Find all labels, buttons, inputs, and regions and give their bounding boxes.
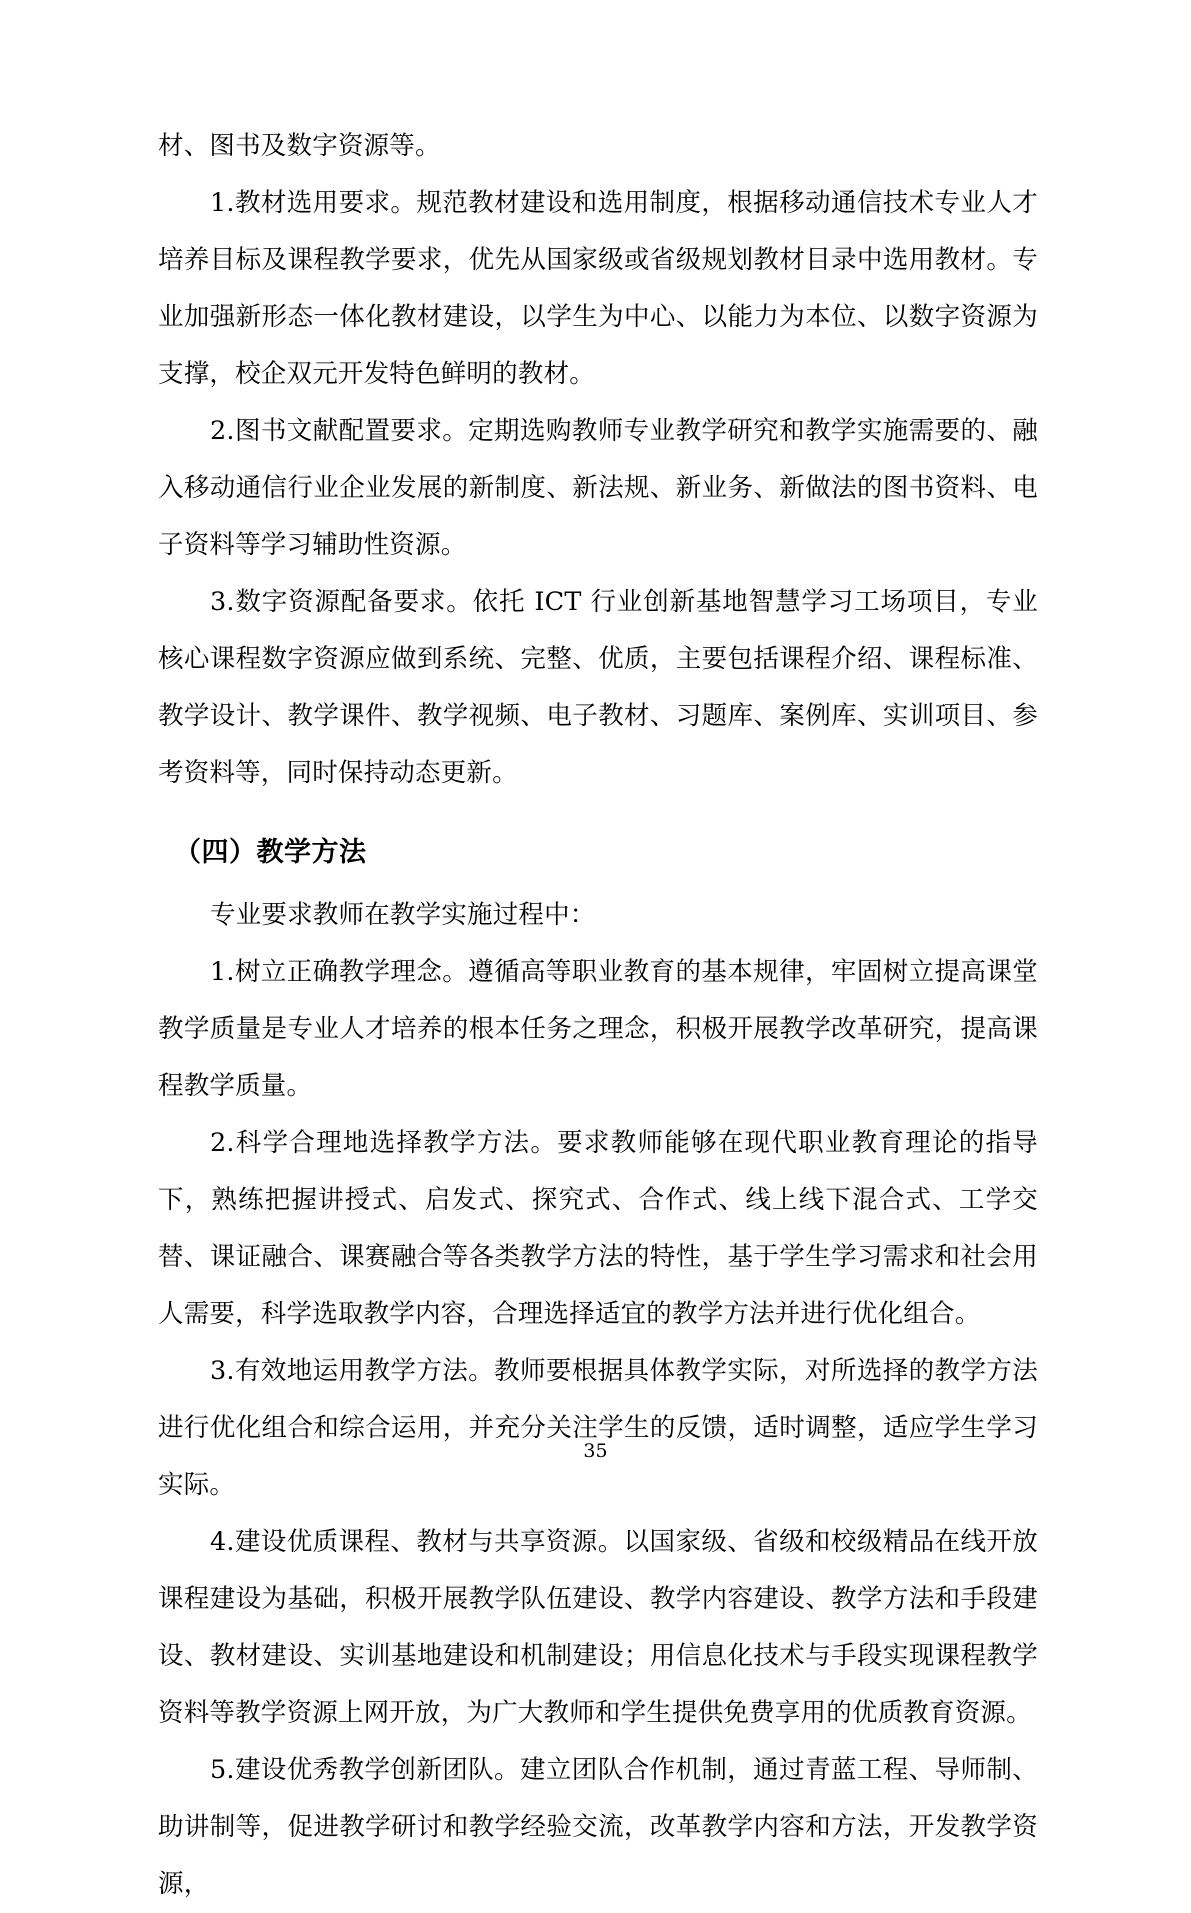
paragraph-library-resources: 2.图书文献配置要求。定期选购教师专业教学研究和教学实施需要的、融入移动通信行业企业发展的新制度、新法规、新业务、新做法的图书资料、电子资料等学习辅助性资源。 bbox=[158, 416, 1038, 560]
paragraph-item-2: 2.科学合理地选择教学方法。要求教师能够在现代职业教育理论的指导下，熟练把握讲授式、启发式、探究式、合作式、线上线下混合式、工学交替、课证融合、课赛融合等各类教学方法的特性，基于学生学习需求和社会用人需要，科学选取教学内容，合理选择适宜的教学方法并进行优化组合。 bbox=[158, 1128, 1038, 1329]
paragraph-intro: 专业要求教师在教学实施过程中： bbox=[210, 900, 596, 930]
paragraph-item-4: 4.建设优质课程、教材与共享资源。以国家级、省级和校级精品在线开放课程建设为基础，积极开展教学队伍建设、教学内容建设、教学方法和手段建设、教材建设、实训基地建设和机制建设；用信息化技术与手段实现课程教学资料等教学资源上网开放，为广大教师和学生提供免费享用的优质教育资源。 bbox=[158, 1527, 1038, 1728]
page-number: 35 bbox=[583, 1440, 608, 1462]
page-body bbox=[158, 118, 1038, 1913]
paragraph-digital-resources: 3.数字资源配备要求。依托 ICT 行业创新基地智慧学习工场项目，专业核心课程数字资源应做到系统、完整、优质，主要包括课程介绍、课程标准、教学设计、教学课件、教学视频、电子教材、习题库、案例库、实训项目、参考资料等，同时保持动态更新。 bbox=[158, 587, 1038, 788]
paragraph-item-5: 5.建设优秀教学创新团队。建立团队合作机制，通过青蓝工程、导师制、助讲制等，促进教学研讨和教学经验交流，改革教学内容和方法，开发教学资源， bbox=[158, 1755, 1038, 1899]
paragraph-item-3: 3.有效地运用教学方法。教师要根据具体教学实际，对所选择的教学方法进行优化组合和综合运用，并充分关注学生的反馈，适时调整，适应学生学习实际。 bbox=[158, 1356, 1038, 1500]
section-heading-teaching-methods: （四）教学方法 bbox=[174, 837, 367, 868]
paragraph-item-1: 1.树立正确教学理念。遵循高等职业教育的基本规律，牢固树立提高课堂教学质量是专业人才培养的根本任务之理念，积极开展教学改革研究，提高课程教学质量。 bbox=[158, 957, 1038, 1101]
paragraph-continuation: 材、图书及数字资源等。 bbox=[158, 131, 441, 161]
paragraph-textbook-selection: 1.教材选用要求。规范教材建设和选用制度，根据移动通信技术专业人才培养目标及课程教学要求，优先从国家级或省级规划教材目录中选用教材。专业加强新形态一体化教材建设，以学生为中心、以能力为本位、以数字资源为支撑，校企双元开发特色鲜明的教材。 bbox=[158, 188, 1038, 389]
